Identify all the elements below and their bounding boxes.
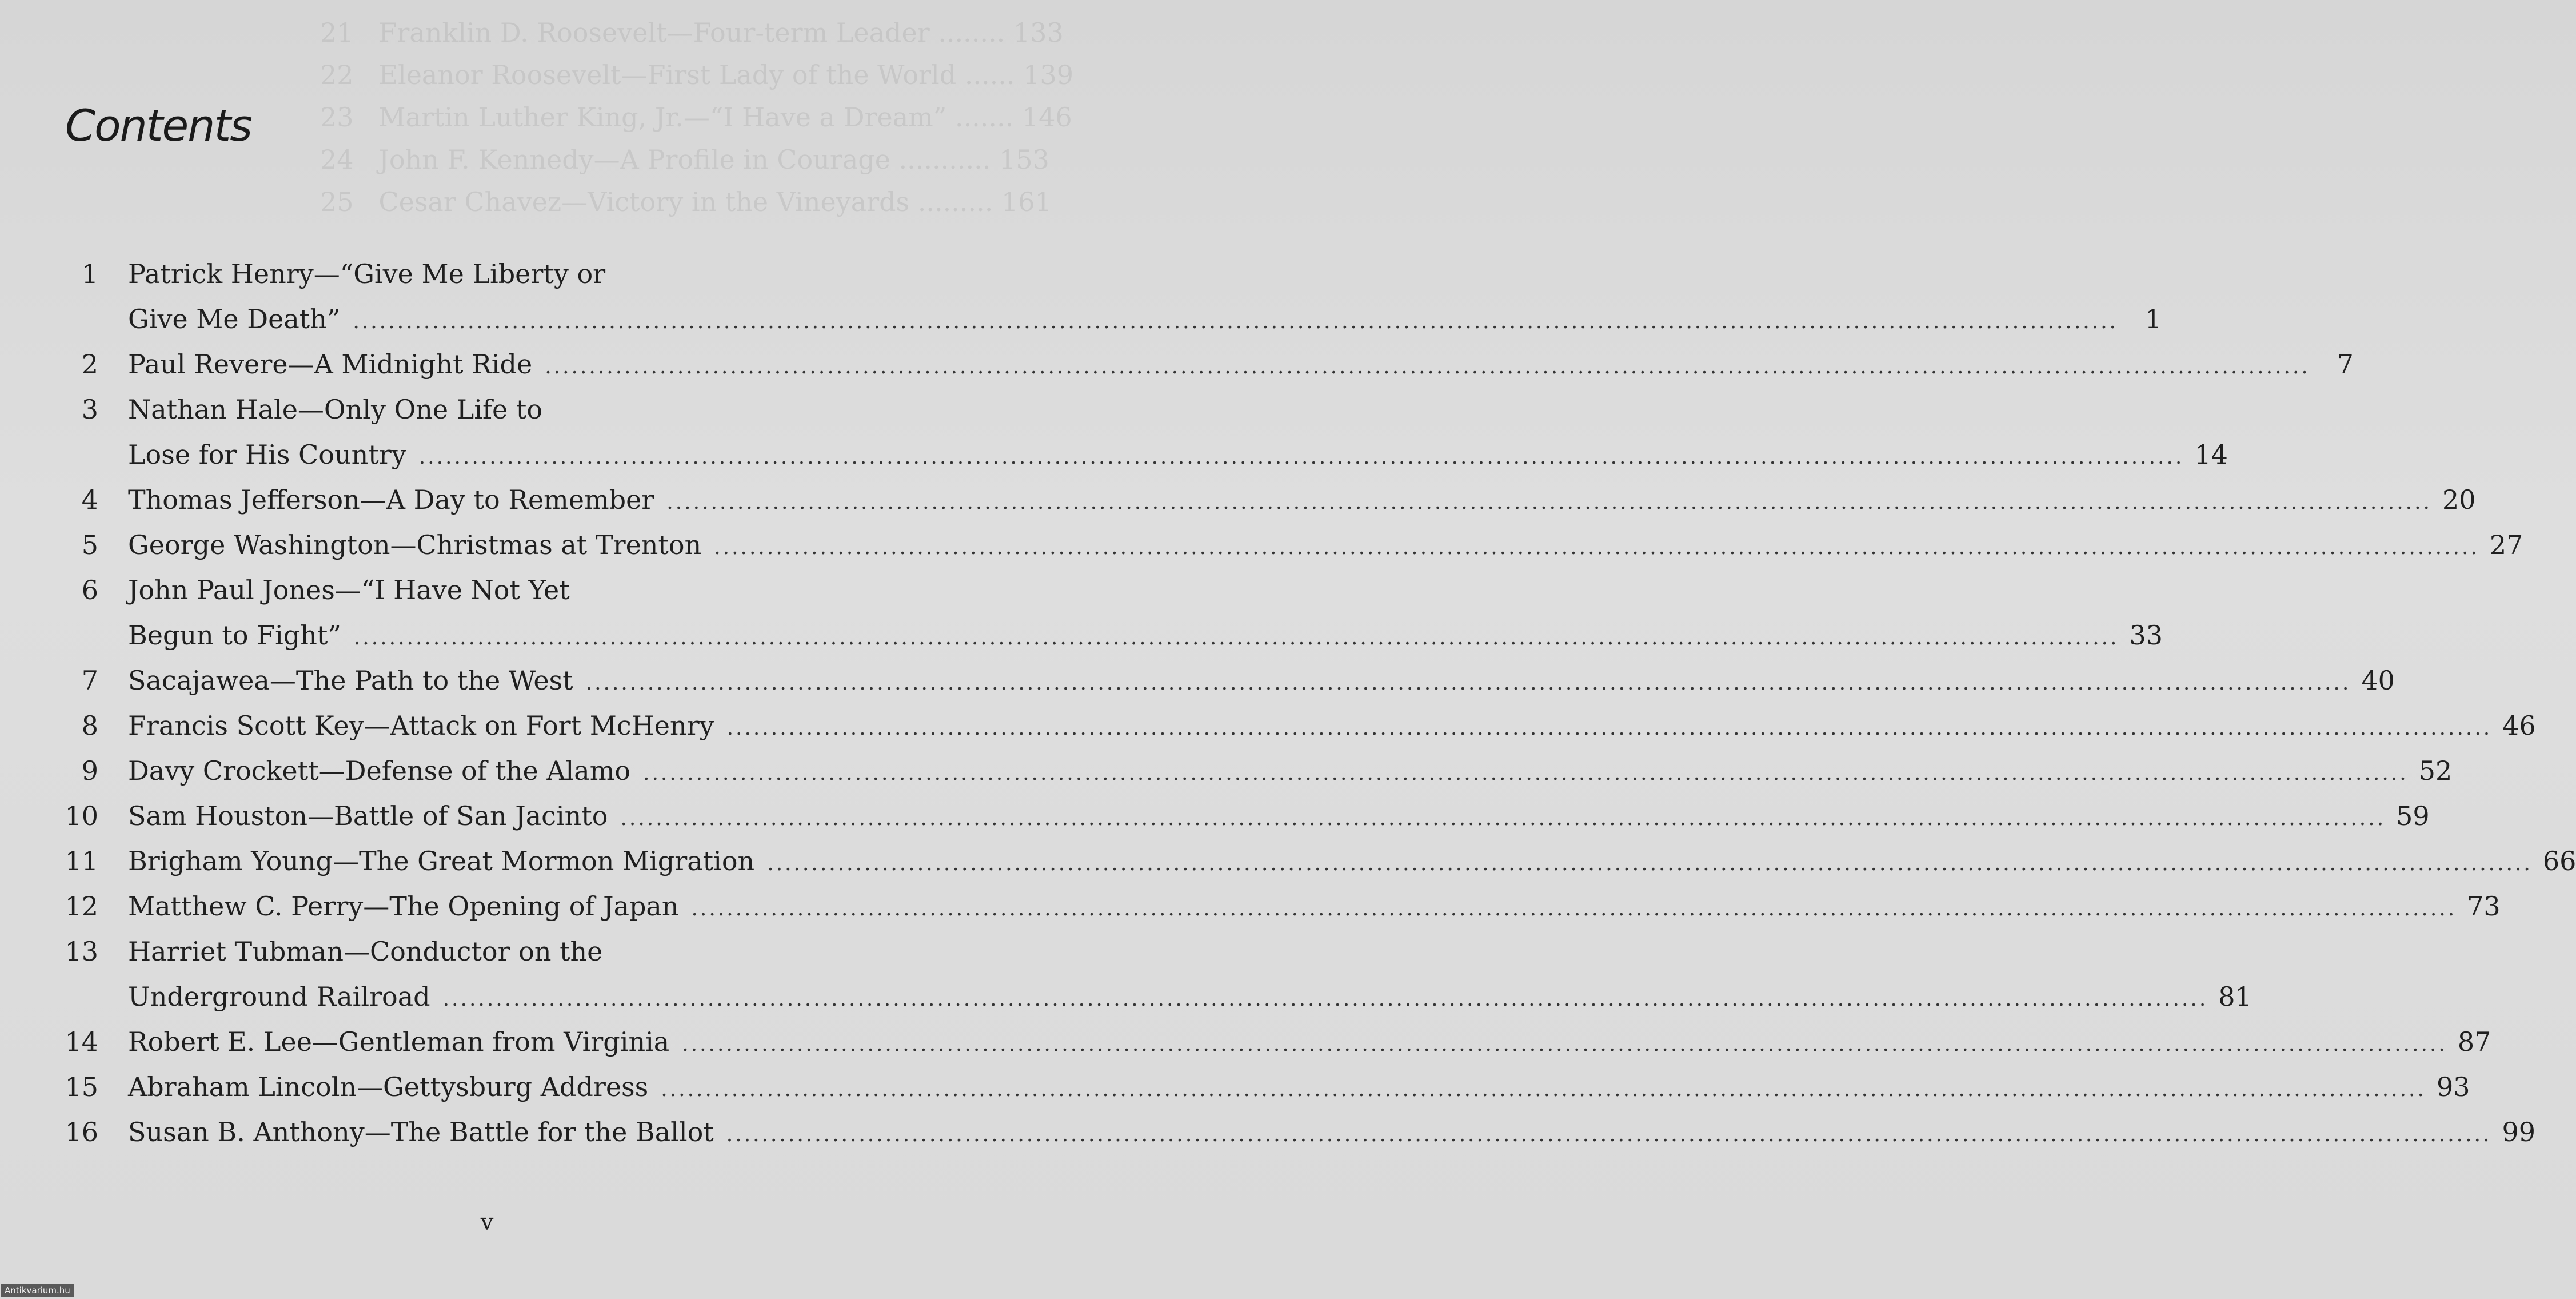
- page-number: 27: [2489, 529, 2523, 560]
- toc-line: [64, 1110, 2535, 1155]
- toc-line: [64, 1065, 2470, 1110]
- toc-line: [64, 974, 2252, 1019]
- toc-line: [64, 929, 881, 974]
- dot-leader: [726, 1112, 2492, 1157]
- page-number: 87: [2457, 1026, 2491, 1057]
- dot-leader: [666, 480, 2432, 525]
- page-number: 52: [2418, 755, 2453, 786]
- chapter-title: Sacajawea—The Path to the West: [128, 665, 573, 696]
- toc-line: [64, 523, 2523, 568]
- dot-leader: [714, 525, 2479, 570]
- chapter-title: Paul Revere—A Midnight Ride: [128, 349, 533, 380]
- chapter-number: 8: [81, 710, 98, 741]
- page-number: 73: [2467, 891, 2501, 922]
- toc-line: [64, 477, 2476, 523]
- chapter-number: 7: [81, 665, 98, 696]
- chapter-title: Abraham Lincoln—Gettysburg Address: [128, 1071, 649, 1102]
- dot-leader: [419, 435, 2184, 480]
- page-number: 33: [2129, 620, 2163, 651]
- table-of-contents: [64, 252, 2576, 1155]
- dot-leader: [643, 751, 2409, 796]
- chapter-title: Give Me Death”: [128, 304, 341, 334]
- chapter-number: 12: [65, 891, 98, 922]
- chapter-title: Patrick Henry—“Give Me Liberty or: [128, 258, 606, 289]
- dot-leader: [545, 344, 2310, 389]
- chapter-title: Sam Houston—Battle of San Jacinto: [128, 800, 608, 831]
- chapter-title: Francis Scott Key—Attack on Fort McHenry: [128, 710, 714, 741]
- page-number: 14: [2194, 439, 2228, 470]
- page-number: 1: [2144, 304, 2162, 334]
- chapter-title: Brigham Young—The Great Mormon Migration: [128, 846, 755, 876]
- chapter-title: Davy Crockett—Defense of the Alamo: [128, 755, 631, 786]
- page-number: 81: [2218, 981, 2252, 1012]
- dot-leader: [354, 615, 2119, 660]
- toc-line: [64, 432, 2228, 477]
- dot-leader: [727, 706, 2493, 751]
- toc-line: [64, 748, 2453, 794]
- toc-line: [64, 252, 881, 297]
- page-number: 99: [2502, 1117, 2535, 1147]
- dot-leader: [443, 977, 2208, 1022]
- page-number: 59: [2396, 800, 2430, 831]
- chapter-title: John Paul Jones—“I Have Not Yet: [128, 575, 570, 605]
- dot-leader: [353, 299, 2118, 344]
- page-folio: v: [480, 1209, 494, 1236]
- page-title: Contents: [65, 100, 251, 151]
- toc-line: [64, 794, 2430, 839]
- page-number: 46: [2502, 710, 2536, 741]
- toc-line: [64, 884, 2501, 929]
- toc-line: [64, 613, 2163, 658]
- watermark-label: Antikvarium.hu: [1, 1284, 74, 1297]
- page-number: 93: [2436, 1071, 2470, 1102]
- toc-line: [64, 1019, 2491, 1065]
- chapter-title: Underground Railroad: [128, 981, 430, 1012]
- page-number: 66: [2542, 846, 2576, 876]
- chapter-number: 6: [81, 575, 98, 605]
- chapter-number: 1: [81, 258, 98, 289]
- chapter-title: Thomas Jefferson—A Day to Remember: [128, 484, 654, 515]
- dot-leader: [691, 886, 2457, 931]
- chapter-number: 10: [65, 800, 98, 831]
- chapter-title: Harriet Tubman—Conductor on the: [128, 936, 603, 967]
- toc-line: [64, 342, 2354, 387]
- chapter-number: 2: [81, 349, 98, 380]
- show-through-text: 21 Franklin D. Roosevelt—Four-term Leader ........ 133 22 Eleanor Roosevelt—First Lady of the World ...... 139 23 Martin Luther King, Jr.—“I Have a Dream” ....... 146 24 John F. Kennedy—A Profile in Courage ........... 153 25 Cesar Chavez—Victory in the Vineyards ......... 161: [320, 17, 1073, 217]
- chapter-title: George Washington—Christmas at Trenton: [128, 529, 702, 560]
- chapter-title: Susan B. Anthony—The Battle for the Ballot: [128, 1117, 714, 1147]
- chapter-title: Begun to Fight”: [128, 620, 341, 651]
- toc-line: [64, 703, 2536, 748]
- chapter-number: 13: [65, 936, 98, 967]
- dot-leader: [661, 1067, 2426, 1112]
- dot-leader: [767, 841, 2533, 886]
- chapter-number: 16: [65, 1117, 98, 1147]
- dot-leader: [682, 1022, 2447, 1067]
- toc-line: [64, 297, 2162, 342]
- toc-line: [64, 839, 2576, 884]
- chapter-number: 14: [65, 1026, 98, 1057]
- page-number: 40: [2361, 665, 2395, 696]
- page-number: 7: [2337, 349, 2354, 380]
- toc-line: [64, 658, 2395, 703]
- chapter-number: 11: [65, 846, 98, 876]
- toc-line: [64, 387, 881, 432]
- chapter-number: 15: [65, 1071, 98, 1102]
- chapter-number: 5: [81, 529, 98, 560]
- page-number: 20: [2442, 484, 2476, 515]
- chapter-title: Lose for His Country: [128, 439, 406, 470]
- chapter-number: 9: [81, 755, 98, 786]
- chapter-title: Robert E. Lee—Gentleman from Virginia: [128, 1026, 670, 1057]
- chapter-number: 4: [81, 484, 98, 515]
- dot-leader: [620, 796, 2386, 841]
- chapter-number: 3: [81, 394, 98, 425]
- chapter-title: Matthew C. Perry—The Opening of Japan: [128, 891, 679, 922]
- dot-leader: [586, 660, 2351, 706]
- toc-line: [64, 568, 881, 613]
- chapter-title: Nathan Hale—Only One Life to: [128, 394, 543, 425]
